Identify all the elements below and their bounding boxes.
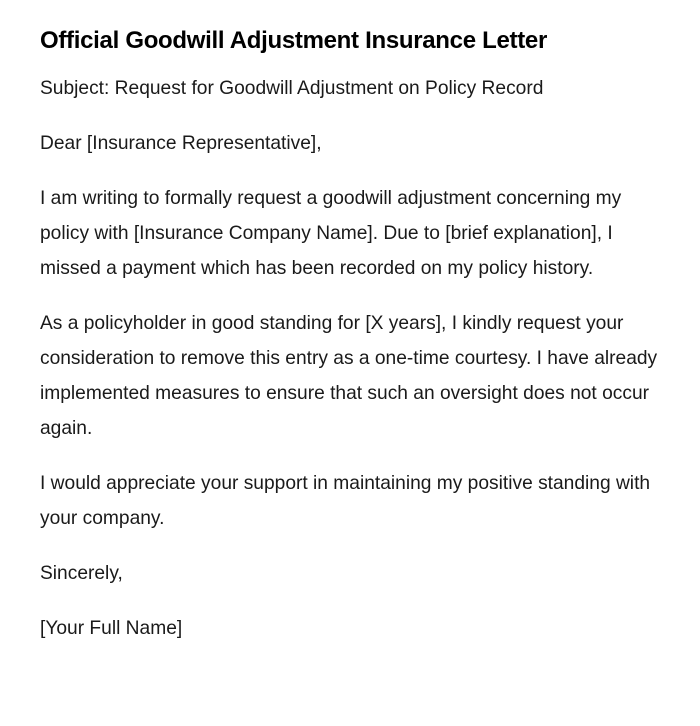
letter-subject: Subject: Request for Goodwill Adjustment on Policy Record bbox=[40, 78, 544, 99]
letter-paragraph: As a policyholder in good standing for [X years], I kindly request your consideration to remove this entry as a one-time courtesy. I have already implemented measures to ensure that such an oversight does not occur again. bbox=[40, 313, 658, 439]
letter-paragraph: I would appreciate your support in maintaining my positive standing with your company. bbox=[40, 473, 651, 529]
letter-signature: [Your Full Name] bbox=[40, 618, 183, 639]
letter-closing: Sincerely, bbox=[40, 563, 123, 584]
letter-greeting: Dear [Insurance Representative], bbox=[40, 133, 322, 154]
letter-title: Official Goodwill Adjustment Insurance Letter bbox=[40, 27, 548, 54]
letter-paragraph: I am writing to formally request a goodwill adjustment concerning my policy with [Insurance Company Name]. Due to [brief explanation], I missed a payment which has been recorded on my policy history. bbox=[40, 188, 622, 279]
